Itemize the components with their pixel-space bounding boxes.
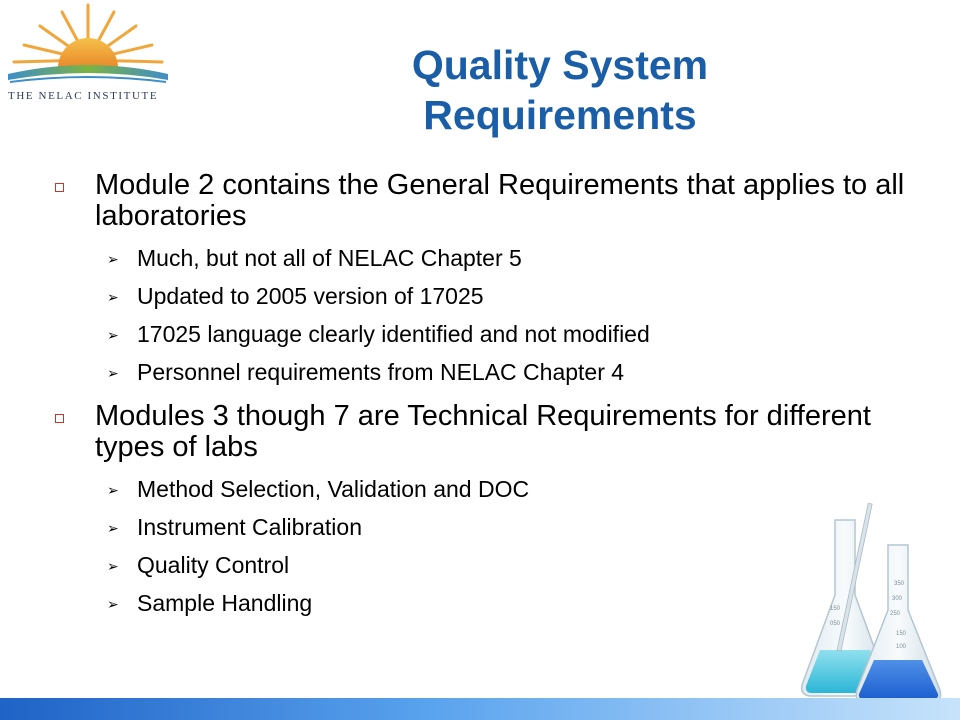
- flask-marking: 150: [830, 606, 841, 612]
- sub-bullet-item: [55, 552, 915, 578]
- sunburst-logo-icon: [0, 0, 175, 95]
- logo-text: THE NELAC INSTITUTE: [8, 90, 159, 102]
- arrow-bullet-icon: ➢: [107, 365, 119, 381]
- square-bullet-icon: [55, 414, 64, 423]
- arrow-bullet-icon: ➢: [107, 520, 119, 536]
- title-line-1: Quality System: [411, 42, 709, 88]
- arrow-bullet-icon: ➢: [107, 327, 119, 343]
- sub-bullet-text: Much, but not all of NELAC Chapter 5: [137, 245, 522, 271]
- bullet-item: [55, 401, 915, 463]
- sub-bullet-item: [55, 321, 915, 347]
- arrow-bullet-icon: ➢: [107, 289, 119, 305]
- sub-bullet-text: Method Selection, Validation and DOC: [137, 476, 530, 502]
- sub-bullet-text: Sample Handling: [137, 590, 313, 616]
- nelac-logo: [0, 0, 175, 110]
- square-bullet-icon: [55, 183, 64, 192]
- sub-bullet-item: [55, 476, 915, 502]
- footer-bar: [0, 698, 960, 720]
- bullet-list: [55, 170, 915, 628]
- arrow-bullet-icon: ➢: [107, 558, 119, 574]
- sub-bullet-text: 17025 language clearly identified and not modified: [137, 321, 650, 347]
- sub-bullet-item: [55, 359, 915, 385]
- bullet-group-2: [55, 401, 915, 616]
- flask-marking: 150: [896, 631, 907, 637]
- arrow-bullet-icon: ➢: [107, 596, 119, 612]
- sub-bullet-item: [55, 245, 915, 271]
- sub-bullet-item: [55, 590, 915, 616]
- sub-bullet-text: Updated to 2005 version of 17025: [137, 283, 484, 309]
- sub-bullet-text: Personnel requirements from NELAC Chapter 4: [137, 359, 625, 385]
- sub-bullet-text: Quality Control: [137, 552, 290, 578]
- bullet-group-1: [55, 170, 915, 385]
- arrow-bullet-icon: ➢: [107, 482, 119, 498]
- bullet-text: Module 2 contains the General Requirements that applies to all laboratories: [95, 169, 905, 232]
- lab-flasks-illustration: [800, 500, 950, 710]
- bullet-item: [55, 170, 915, 232]
- bullet-text: Modules 3 though 7 are Technical Requirements for different types of labs: [95, 400, 871, 463]
- flask-marking: 350: [894, 581, 905, 587]
- slide-title: [310, 40, 810, 140]
- flask-marking: 050: [830, 621, 841, 627]
- arrow-bullet-icon: ➢: [107, 251, 119, 267]
- flask-marking: 300: [892, 596, 903, 602]
- sub-bullet-item: [55, 283, 915, 309]
- flask-marking: 250: [890, 611, 901, 617]
- title-line-2: Requirements: [423, 92, 697, 138]
- sub-bullet-text: Instrument Calibration: [137, 514, 362, 540]
- flask-marking: 100: [896, 644, 907, 650]
- sub-bullet-item: [55, 514, 915, 540]
